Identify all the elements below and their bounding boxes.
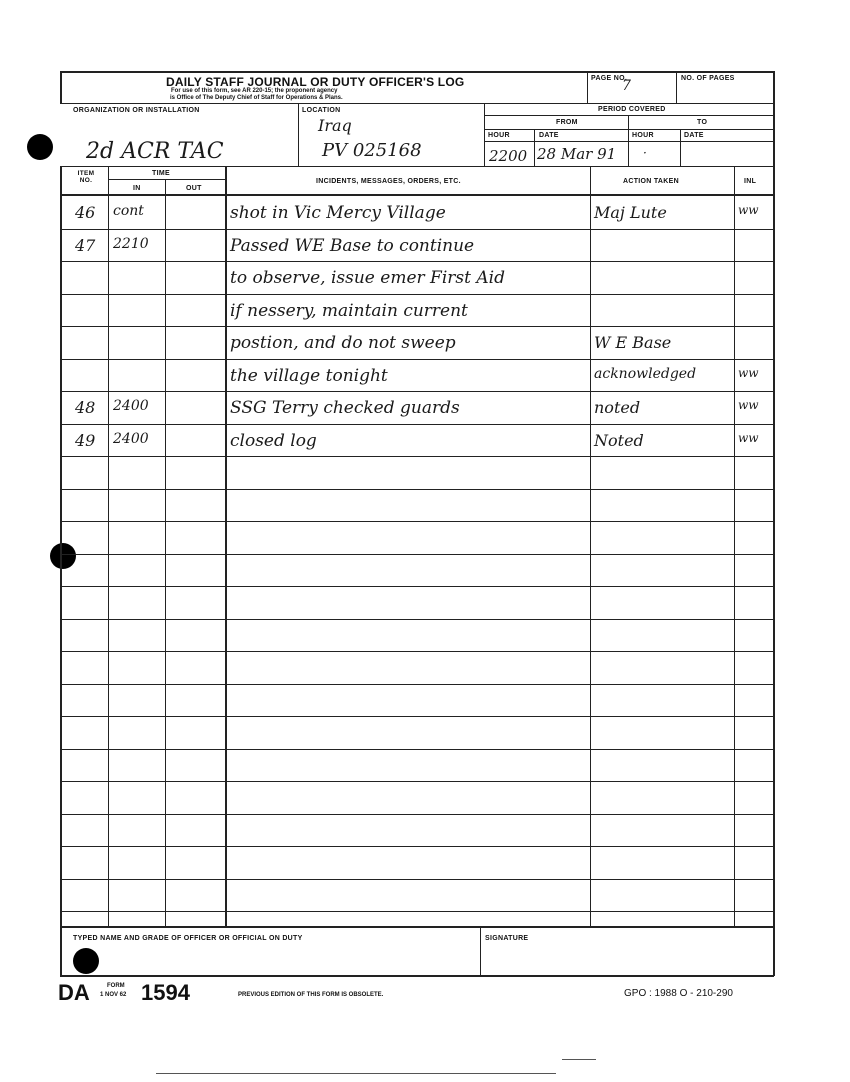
entry-incident: to observe, issue emer First Aid [230, 268, 505, 288]
entry-item-no: 47 [75, 236, 96, 255]
location-value-1: Iraq [318, 116, 352, 135]
entry-action: noted [594, 398, 641, 417]
entry-time-in: cont [113, 203, 144, 219]
entry-incident: postion, and do not sweep [230, 333, 456, 353]
row-rule [60, 359, 774, 360]
from-date-label: DATE [539, 132, 559, 139]
row-rule [60, 879, 774, 880]
to-label: TO [697, 119, 708, 126]
row-rule [60, 554, 774, 555]
form-number: 1594 [141, 980, 190, 1005]
entry-item-no: 46 [75, 203, 96, 222]
entry-action: W E Base [594, 333, 672, 352]
entry-incident: if nessery, maintain current [230, 301, 468, 321]
typed-name-label: TYPED NAME AND GRADE OF OFFICER OR OFFICIAL ON DUTY [73, 935, 303, 942]
row-rule [60, 489, 774, 490]
to-hour-value: · [643, 146, 647, 160]
scan-artifact-dash [562, 1059, 596, 1060]
row-rule [60, 586, 774, 587]
row-rule [60, 846, 774, 847]
form-da: DA [58, 980, 90, 1005]
to-hour-label: HOUR [632, 132, 654, 139]
entry-time-in: 2400 [113, 431, 149, 447]
row-rule [60, 294, 774, 295]
entry-incident: closed log [230, 431, 317, 451]
column-header-out: OUT [186, 185, 202, 192]
form-subtitle-1: For use of this form, see AR 220-15; the proponent agency [171, 88, 338, 94]
entry-action: Noted [594, 431, 644, 450]
row-rule [60, 326, 774, 327]
form-date: 1 NOV 62 [100, 992, 127, 998]
entry-inl: ww [738, 366, 759, 380]
from-label: FROM [556, 119, 578, 126]
gpo-code: GPO : 1988 O - 210-290 [624, 988, 733, 999]
punch-hole-middle [50, 543, 76, 569]
form-subtitle-2: is Office of The Deputy Chief of Staff for Operations & Plans. [170, 95, 343, 101]
entry-inl: ww [738, 431, 759, 445]
from-hour-label: HOUR [488, 132, 510, 139]
column-header-item: ITEM NO. [77, 170, 95, 184]
page-no-value: 7 [622, 78, 631, 94]
row-rule [60, 619, 774, 620]
org-value: 2d ACR TAC [86, 139, 224, 164]
row-rule [60, 456, 774, 457]
page-no-label: PAGE NO. [591, 75, 628, 82]
scan-artifact-line [156, 1073, 556, 1074]
column-header-incidents: INCIDENTS, MESSAGES, ORDERS, ETC. [316, 178, 461, 185]
entry-time-in: 2400 [113, 398, 149, 414]
column-header-action: ACTION TAKEN [623, 178, 679, 185]
row-rule [60, 651, 774, 652]
entry-inl: ww [738, 203, 759, 217]
from-date-value: 28 Mar 91 [537, 145, 617, 163]
entry-incident: the village tonight [230, 366, 388, 386]
signature-label: SIGNATURE [485, 935, 529, 942]
from-hour-value: 2200 [489, 147, 528, 165]
period-label: PERIOD COVERED [598, 106, 666, 113]
punch-hole-top [27, 134, 53, 160]
entry-inl: ww [738, 398, 759, 412]
column-header-inl: INL [744, 178, 757, 185]
row-rule [60, 781, 774, 782]
location-value-2: PV 025168 [322, 140, 422, 161]
entry-incident: shot in Vic Mercy Village [230, 203, 446, 223]
punch-hole-bottom [73, 948, 99, 974]
column-header-time: TIME [152, 170, 170, 177]
entry-action: Maj Lute [594, 203, 667, 222]
row-rule [60, 716, 774, 717]
org-label: ORGANIZATION OR INSTALLATION [73, 107, 200, 114]
row-rule [60, 749, 774, 750]
column-header-in: IN [133, 185, 141, 192]
row-rule [60, 521, 774, 522]
row-rule [60, 261, 774, 262]
entry-action: acknowledged [594, 366, 697, 382]
row-rule [60, 911, 774, 912]
row-rule [60, 814, 774, 815]
previous-edition-note: PREVIOUS EDITION OF THIS FORM IS OBSOLETE. [238, 992, 384, 998]
form-title: DAILY STAFF JOURNAL OR DUTY OFFICER'S LOG [166, 75, 465, 89]
entry-time-in: 2210 [113, 236, 149, 252]
row-rule [60, 229, 774, 230]
to-date-label: DATE [684, 132, 704, 139]
entry-incident: Passed WE Base to continue [230, 236, 475, 256]
entry-item-no: 48 [75, 398, 96, 417]
row-rule [60, 684, 774, 685]
entry-incident: SSG Terry checked guards [230, 398, 460, 418]
row-rule [60, 391, 774, 392]
location-label: LOCATION [302, 107, 341, 114]
form-label: FORM [107, 983, 125, 989]
row-rule [60, 424, 774, 425]
no-of-pages-label: NO. OF PAGES [681, 75, 735, 82]
entry-item-no: 49 [75, 431, 96, 450]
